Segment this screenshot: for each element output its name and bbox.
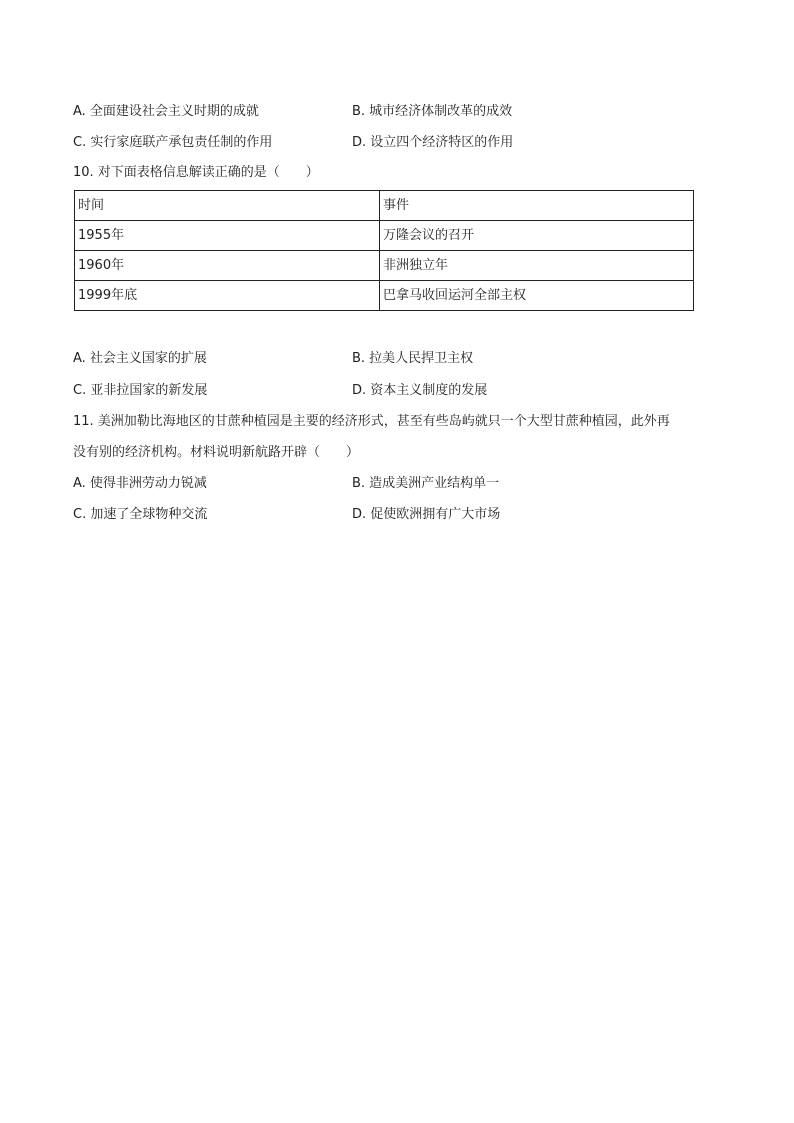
q10-option-d[interactable]: D. 资本主义制度的发展 [352, 383, 488, 398]
table-cell-event: 巴拿马收回运河全部主权 [380, 281, 694, 311]
q10-options-row-1 [73, 348, 723, 370]
q10-stem: 10. 对下面表格信息解读正确的是（ ） [73, 165, 319, 180]
table-header-event: 事件 [380, 191, 694, 221]
table-cell-time: 1955年 [75, 221, 380, 251]
q10-option-a[interactable]: A. 社会主义国家的扩展 [73, 351, 207, 366]
q10-table [74, 190, 694, 311]
q11-options-row-1 [73, 473, 723, 495]
q10-option-c[interactable]: C. 亚非拉国家的新发展 [73, 383, 208, 398]
q11-stem-line-2: 没有别的经济机构。材料说明新航路开辟（ ） [73, 445, 360, 460]
q10-option-b[interactable]: B. 拉美人民捍卫主权 [352, 351, 474, 366]
q11-stem-line-1: 11. 美洲加勒比海地区的甘蔗种植园是主要的经济形式，甚至有些岛屿就只一个大型甘蔗种植园，此外再 [73, 414, 670, 429]
table-cell-time: 1960年 [75, 251, 380, 281]
q9-option-b[interactable]: B. 城市经济体制改革的成效 [352, 104, 513, 119]
q9-option-c[interactable]: C. 实行家庭联产承包责任制的作用 [73, 135, 273, 150]
table-row [75, 251, 694, 281]
q11-option-d[interactable]: D. 促使欧洲拥有广大市场 [352, 507, 501, 522]
q10-options-row-2 [73, 380, 723, 402]
table-cell-event: 万隆会议的召开 [380, 221, 694, 251]
table-header-row [75, 191, 694, 221]
q9-option-a[interactable]: A. 全面建设社会主义时期的成就 [73, 104, 259, 119]
table-header-time: 时间 [75, 191, 380, 221]
table-row [75, 221, 694, 251]
table-cell-event: 非洲独立年 [380, 251, 694, 281]
q11-option-c[interactable]: C. 加速了全球物种交流 [73, 507, 208, 522]
q9-options-row-1 [73, 101, 723, 123]
q11-option-a[interactable]: A. 使得非洲劳动力锐减 [73, 476, 207, 491]
table-row [75, 281, 694, 311]
table-cell-time: 1999年底 [75, 281, 380, 311]
q11-option-b[interactable]: B. 造成美洲产业结构单一 [352, 476, 500, 491]
q9-options-row-2 [73, 132, 723, 154]
q11-options-row-2 [73, 504, 723, 526]
q9-option-d[interactable]: D. 设立四个经济特区的作用 [352, 135, 514, 150]
